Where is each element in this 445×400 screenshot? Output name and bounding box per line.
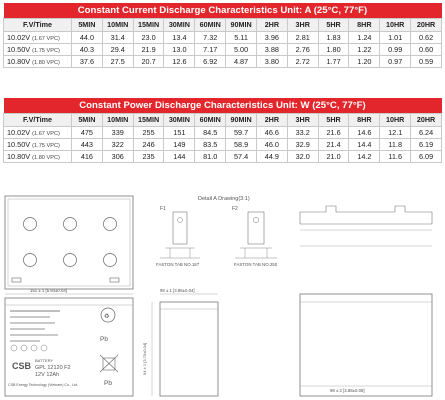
value-cell: 14.2 bbox=[349, 150, 380, 162]
column-header: F.V/Time bbox=[4, 113, 72, 126]
value-cell: 11.8 bbox=[380, 138, 411, 150]
power-table-title: Constant Power Discharge Characteristics Unit: W (25°C, 77°F) bbox=[4, 98, 442, 113]
column-header: 10MIN bbox=[102, 113, 133, 126]
value-cell: 12.1 bbox=[380, 126, 411, 138]
value-cell: 5.00 bbox=[226, 43, 257, 55]
value-cell: 1.80 bbox=[318, 43, 349, 55]
battery-dimension-drawing bbox=[0, 190, 445, 400]
table-row bbox=[4, 150, 442, 162]
value-cell: 3.96 bbox=[256, 31, 287, 43]
value-cell: 58.9 bbox=[226, 138, 257, 150]
recycle-glyph: ♻ bbox=[104, 314, 110, 320]
value-cell: 443 bbox=[72, 138, 103, 150]
value-cell: 21.6 bbox=[318, 126, 349, 138]
value-cell: 27.5 bbox=[102, 55, 133, 67]
cutoff-voltage: 10.02V bbox=[7, 127, 31, 137]
value-cell: 33.2 bbox=[287, 126, 318, 138]
column-header: 60MIN bbox=[195, 18, 226, 31]
volts-per-cell: (1.67 VPC) bbox=[32, 130, 60, 137]
column-header: 5MIN bbox=[72, 113, 103, 126]
volts-per-cell: (1.75 VPC) bbox=[32, 142, 60, 149]
value-cell: 32.0 bbox=[287, 150, 318, 162]
value-cell: 1.77 bbox=[318, 55, 349, 67]
column-header: F.V/Time bbox=[4, 18, 72, 31]
column-header: 90MIN bbox=[226, 113, 257, 126]
value-cell: 5.11 bbox=[226, 31, 257, 43]
value-cell: 46.6 bbox=[256, 126, 287, 138]
column-header: 3HR bbox=[287, 18, 318, 31]
lead-symbol-lower: Pb bbox=[104, 380, 112, 387]
manufacturer-name: CSB Energy Technology (Vietnam) Co., Ltd. bbox=[8, 383, 78, 387]
brand-subtitle: BATTERY bbox=[35, 358, 54, 363]
column-header: 10HR bbox=[380, 113, 411, 126]
column-header: 5MIN bbox=[72, 18, 103, 31]
value-cell: 339 bbox=[102, 126, 133, 138]
value-cell: 149 bbox=[164, 138, 195, 150]
column-header: 15MIN bbox=[133, 113, 164, 126]
voltage-cell bbox=[4, 126, 72, 138]
battery-end-view bbox=[300, 294, 432, 396]
value-cell: 83.5 bbox=[195, 138, 226, 150]
volts-per-cell: (1.67 VPC) bbox=[32, 35, 60, 42]
value-cell: 0.97 bbox=[380, 55, 411, 67]
terminal-f1-label: F1 bbox=[160, 206, 166, 212]
value-cell: 1.24 bbox=[349, 31, 380, 43]
value-cell: 21.9 bbox=[133, 43, 164, 55]
terminal-f2-label: F2 bbox=[232, 206, 238, 212]
cutoff-voltage: 10.02V bbox=[7, 32, 31, 42]
column-header: 5HR bbox=[318, 113, 349, 126]
voltage-rating: 12V 12Ah bbox=[35, 372, 60, 378]
voltage-cell bbox=[4, 138, 72, 150]
column-header: 10HR bbox=[380, 18, 411, 31]
column-header: 8HR bbox=[349, 113, 380, 126]
value-cell: 3.80 bbox=[256, 55, 287, 67]
value-cell: 0.59 bbox=[411, 55, 442, 67]
cutoff-voltage: 10.50V bbox=[7, 44, 31, 54]
detail-title: Detail A Drawing(3:1) bbox=[198, 196, 250, 202]
current-table-title: Constant Current Discharge Characteristics Unit: A (25°C, 77°F) bbox=[4, 3, 442, 18]
battery-side-view bbox=[142, 288, 218, 396]
value-cell: 322 bbox=[102, 138, 133, 150]
column-header: 2HR bbox=[256, 18, 287, 31]
value-cell: 416 bbox=[72, 150, 103, 162]
value-cell: 6.19 bbox=[411, 138, 442, 150]
value-cell: 306 bbox=[102, 150, 133, 162]
value-cell: 4.87 bbox=[226, 55, 257, 67]
column-header: 90MIN bbox=[226, 18, 257, 31]
value-cell: 23.0 bbox=[133, 31, 164, 43]
value-cell: 6.09 bbox=[411, 150, 442, 162]
total-dimension-label: 98 ± 2 [3.86±0.08] bbox=[330, 388, 365, 393]
value-cell: 44.9 bbox=[256, 150, 287, 162]
csb-logo: CSB bbox=[12, 361, 32, 371]
voltage-cell bbox=[4, 150, 72, 162]
current-table-header-row bbox=[4, 18, 442, 31]
value-cell: 0.62 bbox=[411, 31, 442, 43]
faston-tab-187-label: FASTON TAB NO.187 bbox=[156, 262, 200, 267]
value-cell: 2.81 bbox=[287, 31, 318, 43]
model-number: GPL 12120 F2 bbox=[35, 365, 71, 371]
value-cell: 2.76 bbox=[287, 43, 318, 55]
value-cell: 40.3 bbox=[72, 43, 103, 55]
value-cell: 0.99 bbox=[380, 43, 411, 55]
table-row bbox=[4, 31, 442, 43]
column-header: 3HR bbox=[287, 113, 318, 126]
value-cell: 57.4 bbox=[226, 150, 257, 162]
value-cell: 29.4 bbox=[102, 43, 133, 55]
value-cell: 21.4 bbox=[318, 138, 349, 150]
value-cell: 46.0 bbox=[256, 138, 287, 150]
terminal-f2-detail bbox=[232, 206, 278, 267]
cutoff-voltage: 10.50V bbox=[7, 139, 31, 149]
column-header: 5HR bbox=[318, 18, 349, 31]
value-cell: 37.6 bbox=[72, 55, 103, 67]
value-cell: 81.0 bbox=[195, 150, 226, 162]
voltage-cell bbox=[4, 55, 72, 67]
value-cell: 12.6 bbox=[164, 55, 195, 67]
height-dimension-label: 94 ± 1 [3.70±0.04] bbox=[142, 342, 147, 375]
value-cell: 0.60 bbox=[411, 43, 442, 55]
value-cell: 14.6 bbox=[349, 126, 380, 138]
table-row bbox=[4, 138, 442, 150]
column-header: 10MIN bbox=[102, 18, 133, 31]
lead-symbol-upper: Pb bbox=[100, 336, 108, 343]
column-header: 2HR bbox=[256, 113, 287, 126]
value-cell: 44.0 bbox=[72, 31, 103, 43]
length-dimension-label: 151 ± 1 [5.94±0.04] bbox=[30, 288, 67, 293]
column-header: 20HR bbox=[411, 113, 442, 126]
column-header: 8HR bbox=[349, 18, 380, 31]
value-cell: 1.20 bbox=[349, 55, 380, 67]
value-cell: 84.5 bbox=[195, 126, 226, 138]
table-row bbox=[4, 126, 442, 138]
table-row bbox=[4, 55, 442, 67]
value-cell: 255 bbox=[133, 126, 164, 138]
width-dimension-label: 98 ± 1 [3.86±0.04] bbox=[160, 288, 195, 293]
column-header: 15MIN bbox=[133, 18, 164, 31]
battery-top-view bbox=[5, 196, 133, 289]
column-header: 30MIN bbox=[164, 113, 195, 126]
cutoff-voltage: 10.80V bbox=[7, 151, 31, 161]
battery-front-view bbox=[5, 288, 133, 396]
table-row bbox=[4, 43, 442, 55]
value-cell: 246 bbox=[133, 138, 164, 150]
cutoff-voltage: 10.80V bbox=[7, 56, 31, 66]
value-cell: 3.88 bbox=[256, 43, 287, 55]
faston-tab-250-label: FASTON TAB NO.250 bbox=[234, 262, 278, 267]
volts-per-cell: (1.80 VPC) bbox=[32, 154, 60, 161]
value-cell: 21.0 bbox=[318, 150, 349, 162]
value-cell: 31.4 bbox=[102, 31, 133, 43]
value-cell: 475 bbox=[72, 126, 103, 138]
value-cell: 11.6 bbox=[380, 150, 411, 162]
constant-current-table bbox=[3, 3, 442, 68]
value-cell: 1.22 bbox=[349, 43, 380, 55]
terminal-f1-detail bbox=[156, 206, 200, 267]
value-cell: 1.01 bbox=[380, 31, 411, 43]
volts-per-cell: (1.80 VPC) bbox=[32, 59, 60, 66]
value-cell: 13.4 bbox=[164, 31, 195, 43]
value-cell: 144 bbox=[164, 150, 195, 162]
voltage-cell bbox=[4, 31, 72, 43]
column-header: 30MIN bbox=[164, 18, 195, 31]
column-header: 60MIN bbox=[195, 113, 226, 126]
value-cell: 151 bbox=[164, 126, 195, 138]
constant-power-table bbox=[3, 98, 442, 163]
column-header: 20HR bbox=[411, 18, 442, 31]
value-cell: 235 bbox=[133, 150, 164, 162]
value-cell: 6.24 bbox=[411, 126, 442, 138]
value-cell: 7.17 bbox=[195, 43, 226, 55]
voltage-cell bbox=[4, 43, 72, 55]
power-table-header-row bbox=[4, 113, 442, 126]
value-cell: 6.92 bbox=[195, 55, 226, 67]
value-cell: 20.7 bbox=[133, 55, 164, 67]
value-cell: 13.0 bbox=[164, 43, 195, 55]
battery-side-profile bbox=[300, 206, 432, 246]
volts-per-cell: (1.75 VPC) bbox=[32, 47, 60, 54]
value-cell: 14.4 bbox=[349, 138, 380, 150]
value-cell: 1.83 bbox=[318, 31, 349, 43]
value-cell: 7.32 bbox=[195, 31, 226, 43]
value-cell: 59.7 bbox=[226, 126, 257, 138]
value-cell: 2.72 bbox=[287, 55, 318, 67]
value-cell: 32.9 bbox=[287, 138, 318, 150]
